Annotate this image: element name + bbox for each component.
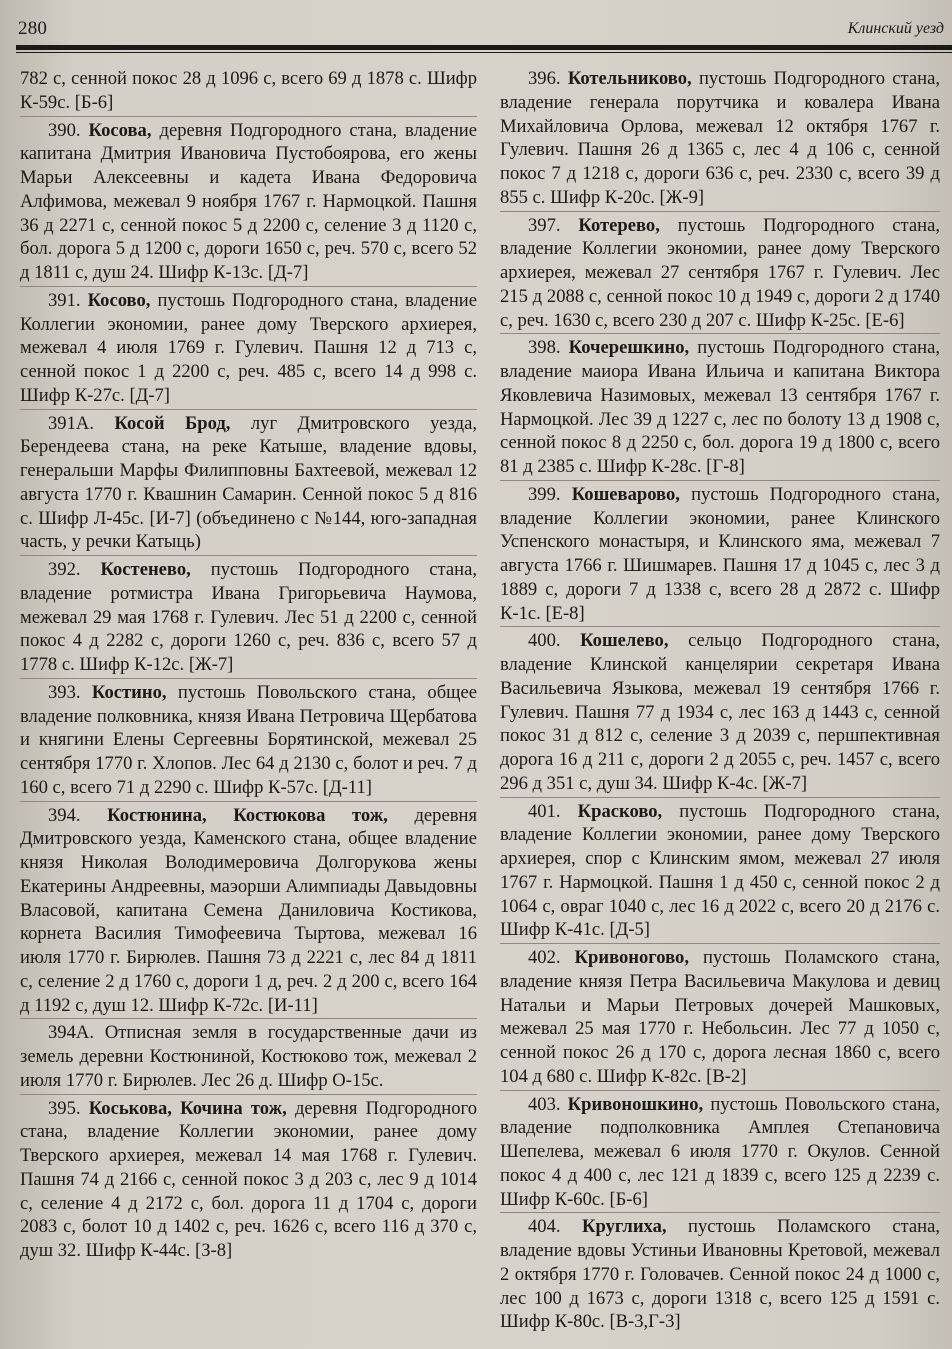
- entry-number: 403.: [528, 1093, 561, 1115]
- header-rule: [16, 45, 952, 50]
- entry-divider: [500, 797, 940, 798]
- entry-divider: [20, 678, 477, 679]
- catalog-entry: [500, 800, 940, 943]
- catalog-entry: [20, 67, 477, 115]
- entry-text: деревня Подгородного стана, владение капитана Дмитрия Ивановича Пустобоярова, его жены Марьи Алексеевны и кадета Ивана Федоровича Алфимова, межевал 9 ноября 1767 г. Нармоцкой. Пашня 36 д 2271 с, сенной покос 5 д 2200 с, селение 3 д 1120 с, бол. дорога 5 д 1200 с, дороги 1650 с, реч. 570 с, всего 52 д 1811 с, душ 24. Шифр К-13с. [Д-7]: [20, 119, 477, 283]
- entry-name: Кочерешкино,: [568, 337, 690, 359]
- entry-divider: [20, 409, 477, 410]
- entry-number: 392.: [48, 559, 81, 580]
- entry-text: пустошь Повольского стана, владение подполковника Амплея Степановича Шепелева, межевал 6 июля 1770 г. Окулов. Сенной покос 4 д 400 с, лес 121 д 1839 с, всего 125 д 2239 с. Шифр К-60с. [Б-6]: [500, 1093, 940, 1210]
- entry-text: пустошь Подгородного стана, владение Коллегии экономии, ранее дому Тверского архиерея, межевал 4 июля 1769 г. Гулевич. Пашня 12 д 713 с, сенной покос 1 д 2200 с, реч. 485 с, всего 14 д 998 с. Шифр К-27с. [Д-7]: [20, 289, 478, 406]
- entry-divider: [20, 555, 477, 556]
- entry-name: Круглиха,: [582, 1216, 667, 1238]
- catalog-entry: [500, 214, 940, 333]
- entry-name: Косова,: [88, 119, 152, 141]
- entry-text: пустошь Повольского стана, общее владение полковника, князя Ивана Петровича Щербатова и княгини Елены Сергеевны Борятинской, межевал 25 сентября 1770 г. Хлопов. Лес 64 д 2130 с, болот и реч. 7 д 160 с, всего 71 д 2290 с. Шифр К-57с. [Д-11]: [20, 681, 477, 798]
- entry-number: 402.: [528, 947, 561, 968]
- catalog-entry: [500, 946, 940, 1089]
- entry-name: Косой Брод,: [114, 412, 231, 434]
- entry-number: 399.: [528, 483, 561, 505]
- page-number: 280: [18, 18, 48, 39]
- entry-text: Отписная земля в государственные дачи из земель деревни Костюниной, Костюково тож, межевал 2 июля 1770 г. Бирюлев. Лес 26 д. Шифр О-15с.: [20, 1022, 477, 1091]
- entry-divider: [500, 626, 940, 627]
- entry-divider: [20, 116, 477, 117]
- entry-text: пустошь Подгородного стана, владение генерала порутчика и ковалера Ивана Михайловича Орлова, межевал 12 октября 1767 г. Гулевич. Пашня 26 д 1365 с, лес 4 д 106 с, сенной покос 7 д 1218 с, дороги 636 с, реч. 2330 с, всего 39 д 855 с. Шифр К-20с. [Ж-9]: [500, 68, 940, 208]
- catalog-entry: [20, 412, 477, 555]
- catalog-entry: [500, 1215, 940, 1334]
- entry-divider: [20, 1018, 477, 1019]
- entry-text: сельцо Подгородного стана, владение Клинской канцелярии секретаря Ивана Васильевича Языкова, межевал 19 сентября 1766 г. Гулевич. Пашня 77 д 1934 с, лес 163 д 1443 с, сенной покос 31 д 812 с, селение 3 д 2039 с, першпективная дорога 16 д 211 с, дороги 2 д 2055 с, реч. 1457 с, всего 296 д 351 с, душ 34. Шифр К-4с. [Ж-7]: [500, 630, 940, 794]
- entry-divider: [500, 943, 940, 944]
- entry-text: пустошь Подгородного стана, владение Коллегии экономии, ранее дому Тверского архиерея, межевал 27 сентября 1767 г. Гулевич. Лес 215 д 2088 с, сенной покос 10 д 1949 с, дороги 2 д 1740 с, реч. 1630 с, всего 230 д 207 с. Шифр К-25с. [Е-6]: [500, 214, 940, 331]
- header-rule-thin: [16, 52, 952, 53]
- catalog-entry: [500, 1093, 940, 1212]
- entry-text: пустошь Подгородного стана, владение Коллегии экономии, ранее Клинского Успенского монастыря, и Клинского яма, межевал 7 августа 1766 г. Шишмарев. Пашня 17 д 1045 с, лес 3 д 1889 с, дороги 7 д 1338 с, всего 28 д 2872 с. Шифр К-1с. [Е-8]: [500, 483, 940, 624]
- entry-name: Кривоногово,: [574, 947, 689, 968]
- running-head: Клинский уезд: [847, 20, 944, 37]
- entry-name: Красково,: [577, 800, 663, 822]
- catalog-entry: [20, 558, 477, 677]
- entry-divider: [500, 1090, 940, 1091]
- entry-text: пустошь Поламского стана, владение вдовы Устиньи Ивановны Кретовой, межевал 2 октября 1770 г. Головачев. Сенной покос 24 д 1000 с, лес 100 д 1673 с, дороги 1318 с, всего 125 д 1591 с. Шифр К-80с. [В-3,Г-3]: [500, 1216, 940, 1333]
- entry-number: 401.: [528, 800, 561, 822]
- entry-number: 395.: [48, 1097, 81, 1119]
- entry-text: 782 с, сенной покос 28 д 1096 с, всего 69 д 1878 с. Шифр К-59с. [Б-6]: [20, 68, 477, 113]
- entry-number: 398.: [528, 337, 561, 359]
- entry-divider: [500, 480, 940, 481]
- entry-number: 394А.: [48, 1022, 94, 1044]
- entry-name: Коськова, Кочина тож,: [88, 1097, 287, 1119]
- page-header: [18, 18, 944, 44]
- entry-number: 391.: [48, 289, 81, 311]
- entry-divider: [20, 801, 477, 802]
- entry-text: деревня Подгородного стана, владение Коллегии экономии, ранее дому Тверского архиерея, межевал 14 мая 1768 г. Гулевич. Пашня 74 д 2166 с, сенной покос 3 д 203 с, лес 9 д 1014 с, селение 4 д 2172 с, бол. дорога 11 д 1704 с, дороги 2083 с, болот 10 д 1402 с, реч. 1626 с, всего 116 д 370 с, душ 32. Шифр К-44с. [З-8]: [20, 1097, 477, 1261]
- entry-number: 391А.: [48, 412, 94, 434]
- catalog-entry: [20, 119, 477, 285]
- catalog-entry: [500, 629, 940, 795]
- entry-name: Кошеварово,: [571, 483, 680, 505]
- catalog-entry: [500, 336, 940, 479]
- entry-text: пустошь Подгородного стана, владение маиора Ивана Ильича и капитана Виктора Яковлевича Назимовых, межевал 13 сентября 1767 г. Нармоцкой. Лес 39 д 1227 с, лес по болоту 13 д 1908 с, сенной покос 8 д 2250 с, бол. дорога 19 д 1800 с, всего 81 д 2385 с. Шифр К-28с. [Г-8]: [500, 337, 940, 477]
- entry-number: 394.: [48, 804, 81, 826]
- entry-name: Котерево,: [578, 214, 660, 236]
- entry-text: пустошь Подгородного стана, владение ротмистра Ивана Григорьевича Наумова, межевал 29 мая 1768 г. Гулевич. Лес 51 д 2200 с, сенной покос 4 д 2282 с, дороги 1260 с, реч. 836 с, всего 57 д 1778 с. Шифр К-12с. [Ж-7]: [20, 559, 477, 675]
- entry-name: Кошелево,: [580, 630, 669, 652]
- entry-number: 404.: [528, 1216, 561, 1238]
- catalog-entry: [500, 483, 940, 626]
- entry-text: пустошь Поламского стана, владение князя Петра Васильевича Макулова и девиц Натальи и Марьи Петровых дочерей Машковых, межевал 25 мая 1770 г. Небольсин. Лес 77 д 1050 с, сенной покос 26 д 170 с, дорога лесная 1860 с, всего 104 д 680 с. Шифр К-82с. [В-2]: [500, 947, 940, 1087]
- entry-divider: [500, 1212, 940, 1213]
- catalog-entry: [20, 804, 477, 1018]
- entry-number: 400.: [528, 630, 561, 652]
- catalog-entry: [20, 1097, 477, 1263]
- entry-name: Кривоношкино,: [567, 1093, 704, 1115]
- catalog-entry: [20, 289, 477, 408]
- entry-text: пустошь Подгородного стана, владение Коллегии экономии, ранее дому Тверского архиерея, спор с Клинским ямом, межевал 27 июля 1767 г. Нармоцкой. Пашня 1 д 450 с, сенной покос 2 д 1064 с, овраг 1040 с, лес 16 д 2022 с, всего 20 д 2176 с. Шифр К-41с. [Д-5]: [500, 800, 940, 941]
- entry-name: Костенево,: [100, 559, 191, 580]
- entry-divider: [20, 1094, 477, 1095]
- catalog-entry: [20, 1021, 477, 1092]
- entry-name: Костино,: [91, 681, 167, 703]
- catalog-entry: [20, 681, 477, 800]
- entry-divider: [500, 333, 940, 334]
- entry-number: 397.: [528, 214, 561, 236]
- catalog-entry: [500, 67, 940, 210]
- entry-number: 396.: [528, 68, 561, 89]
- entry-name: Косово,: [87, 289, 151, 311]
- entry-text: деревня Дмитровского уезда, Каменского стана, общее владение князя Николая Володимеровича Долгорукова жены Екатерины Андреевны, маэорши Алимпиады Давыдовны Власовой, капитана Семена Даниловича Костикова, корнета Василия Тимофеевича Тыртова, межевал 16 июля 1770 г. Бирюлев. Пашня 73 д 2221 с, лес 84 д 1811 с, селение 2 д 1760 с, дороги 1 д, реч. 2 д 200 с, всего 164 д 1192 с, душ 12. Шифр К-72с. [И-11]: [20, 804, 477, 1016]
- left-column: [20, 67, 477, 1264]
- entry-name: Костюнина, Костюкова тож,: [107, 804, 388, 826]
- entry-divider: [500, 211, 940, 212]
- entry-name: Котельниково,: [567, 68, 692, 89]
- right-column: [500, 67, 940, 1335]
- entry-number: 390.: [48, 119, 81, 141]
- entry-divider: [20, 286, 477, 287]
- entry-number: 393.: [48, 681, 81, 703]
- entry-text: луг Дмитровского уезда, Берендеева стана, на реке Катыше, владение вдовы, генеральши Марфы Филипповны Бахтеевой, межевал 12 августа 1770 г. Квашнин Самарин. Сенной покос 5 д 816 с. Шифр Л-45с. [И-7] (объединено с №144, юго-западная часть, у речки Катыць): [20, 412, 477, 553]
